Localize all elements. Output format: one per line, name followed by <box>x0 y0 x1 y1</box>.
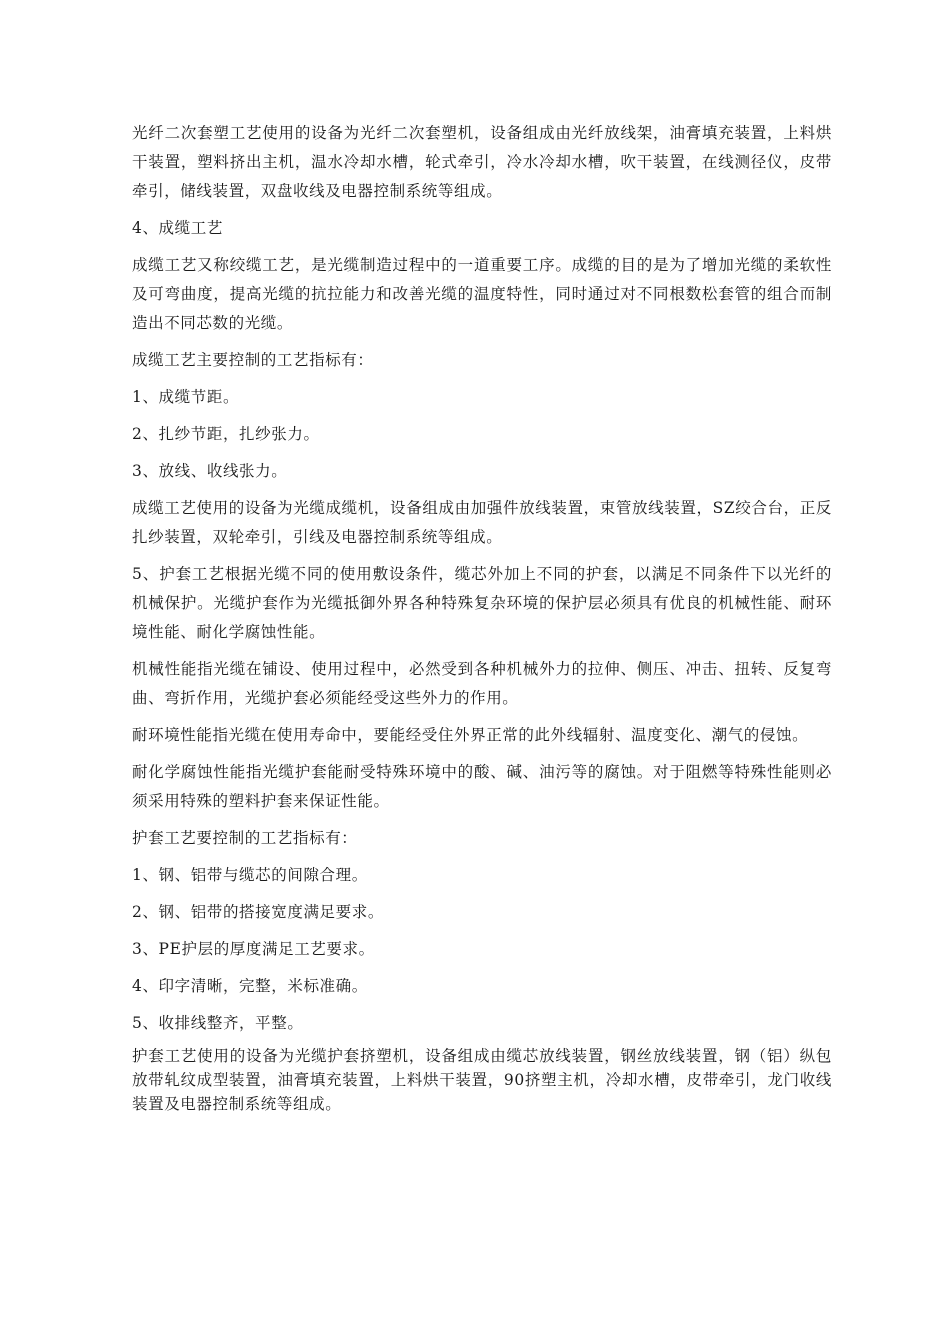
list-item-sheath-3: 3、PE护层的厚度满足工艺要求。 <box>132 940 375 958</box>
paragraph-cabling-equipment: 成缆工艺使用的设备为光缆成缆机，设备组成由加强件放线装置，束管放线装置，SZ绞合台，正反扎纱装置，双轮牵引，引线及电器控制系统等组成。 <box>132 499 832 546</box>
list-item-cabling-2: 2、扎纱节距，扎纱张力。 <box>132 425 320 443</box>
section-heading-cabling: 4、成缆工艺 <box>132 219 223 237</box>
paragraph-secondary-coating-equipment: 光纤二次套塑工艺使用的设备为光纤二次套塑机，设备组成由光纤放线架，油膏填充装置，上料烘干装置，塑料挤出主机，温水冷却水槽，轮式牵引，冷水冷却水槽，吹干装置，在线测径仪，皮带牵引，储线装置，双盘收线及电器控制系统等组成。 <box>132 124 832 200</box>
paragraph-environmental-performance: 耐环境性能指光缆在使用寿命中，要能经受住外界正常的此外线辐射、温度变化、潮气的侵蚀。 <box>132 726 809 744</box>
list-item-sheath-4: 4、印字清晰，完整，米标准确。 <box>132 977 368 995</box>
list-item-cabling-3: 3、放线、收线张力。 <box>132 462 288 480</box>
list-item-sheath-1: 1、钢、铝带与缆芯的间隙合理。 <box>132 866 368 884</box>
paragraph-chemical-resistance: 耐化学腐蚀性能指光缆护套能耐受特殊环境中的酸、碱、油污等的腐蚀。对于阻燃等特殊性能则必须采用特殊的塑料护套来保证性能。 <box>132 763 832 810</box>
paragraph-sheath-process: 5、护套工艺根据光缆不同的使用敷设条件，缆芯外加上不同的护套，以满足不同条件下以光纤的机械保护。光缆护套作为光缆抵御外界各种特殊复杂环境的保护层必须具有优良的机械性能、耐环境性能、耐化学腐蚀性能。 <box>132 565 832 641</box>
list-item-cabling-1: 1、成缆节距。 <box>132 388 240 406</box>
document-body <box>132 119 832 1124</box>
paragraph-cabling-indicators-heading: 成缆工艺主要控制的工艺指标有： <box>132 351 374 369</box>
paragraph-cabling-intro: 成缆工艺又称绞缆工艺，是光缆制造过程中的一道重要工序。成缆的目的是为了增加光缆的柔软性及可弯曲度，提高光缆的抗拉能力和改善光缆的温度特性，同时通过对不同根数松套管的组合而制造出不同芯数的光缆。 <box>132 256 832 332</box>
paragraph-sheath-equipment: 护套工艺使用的设备为光缆护套挤塑机，设备组成由缆芯放线装置，钢丝放线装置，钢（铝）纵包放带轧纹成型装置，油膏填充装置，上料烘干装置，90挤塑主机，冷却水槽，皮带牵引，龙门收线装置及电器控制系统等组成。 <box>132 1047 832 1113</box>
list-item-sheath-2: 2、钢、铝带的搭接宽度满足要求。 <box>132 903 384 921</box>
list-item-sheath-5: 5、收排线整齐，平整。 <box>132 1014 304 1032</box>
paragraph-mechanical-performance: 机械性能指光缆在铺设、使用过程中，必然受到各种机械外力的拉伸、侧压、冲击、扭转、反复弯曲、弯折作用，光缆护套必须能经受这些外力的作用。 <box>132 660 832 707</box>
paragraph-sheath-indicators-heading: 护套工艺要控制的工艺指标有： <box>132 829 358 847</box>
